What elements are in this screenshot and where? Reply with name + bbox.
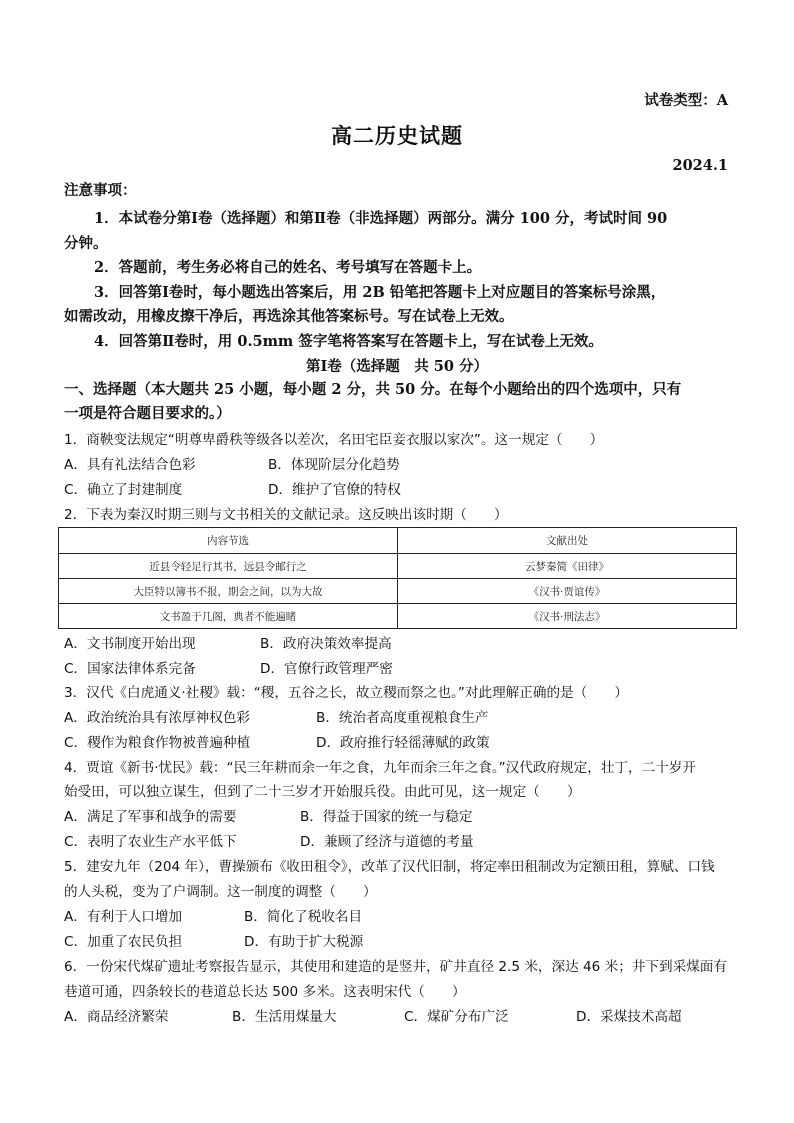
question-1-option-d: D．维护了官僚的特权: [268, 482, 401, 498]
page-title: 高二历史试题: [331, 123, 463, 148]
notice-line: 4．回答第Ⅱ卷时，用 0.5mm 签字笔将答案写在答题卡上，写在试卷上无效。: [94, 333, 603, 350]
notice-line: 1．本试卷分第Ⅰ卷（选择题）和第Ⅱ卷（非选择题）两部分。满分 100 分，考试时间 90: [94, 210, 668, 227]
section-instruction: 一项是符合题目要求的。）: [64, 405, 231, 422]
table-header: 内容节选: [59, 528, 398, 554]
question-1-stem: 1．商鞅变法规定“明尊卑爵秩等级各以差次，名田宅臣妾衣服以家次”。这一规定（ ）: [64, 432, 604, 448]
table-cell: 近县令轻足行其书，远县令邮行之: [59, 554, 398, 579]
question-1-option-b: B．体现阶层分化趋势: [268, 457, 400, 473]
question-4-option-c: C．表明了农业生产水平低下: [64, 834, 237, 850]
document-table: [58, 527, 737, 629]
question-6-option-a: A．商品经济繁荣: [64, 1009, 169, 1025]
question-4-option-a: A．满足了军事和战争的需要: [64, 809, 237, 825]
question-2-option-c: C．国家法律体系完备: [64, 661, 196, 677]
question-6-option-b: B．生活用煤量大: [232, 1009, 337, 1025]
table-header-row: [59, 528, 737, 554]
table-cell: 大臣特以簿书不报，期会之间，以为大故: [59, 579, 398, 604]
question-2-stem: 2．下表为秦汉时期三则与文书相关的文献记录。这反映出该时期（ ）: [64, 507, 508, 523]
section-instruction: 一、选择题（本大题共 25 小题，每小题 2 分，共 50 分。在每个小题给出的四个选项中，只有: [64, 381, 682, 398]
exam-date: 2024.1: [672, 157, 728, 174]
question-5-option-a: A．有利于人口增加: [64, 909, 183, 925]
question-3-stem: 3．汉代《白虎通义·社稷》载：“稷，五谷之长，故立稷而祭之也。”对此理解正确的是（ ）: [64, 685, 629, 701]
question-3-option-c: C．稷作为粮食作物被普遍种植: [64, 735, 251, 751]
notice-heading: 注意事项：: [64, 182, 137, 199]
question-4-option-d: D．兼顾了经济与道德的考量: [300, 834, 474, 850]
table-row: [59, 579, 737, 604]
question-6-option-c: C．煤矿分布广泛: [404, 1009, 509, 1025]
question-5-stem: 的人头税，变为了户调制。这一制度的调整（ ）: [64, 884, 377, 900]
question-5-stem: 5．建安九年（204 年），曹操颁布《收田租令》，改革了汉代旧制，将定率田租制改为定额田租，算赋、口钱: [64, 859, 715, 875]
table-row: [59, 604, 737, 629]
question-2-option-d: D．官僚行政管理严密: [260, 661, 393, 677]
question-3-option-b: B．统治者高度重视粮食生产: [316, 710, 489, 726]
table-cell: 文书盈于几阁，典者不能遍睹: [59, 604, 398, 629]
question-6-option-d: D．采煤技术高超: [576, 1009, 682, 1025]
question-1-option-a: A．具有礼法结合色彩: [64, 457, 196, 473]
question-5-option-c: C．加重了农民负担: [64, 934, 183, 950]
section-title: 第Ⅰ卷（选择题 共 50 分）: [305, 358, 489, 375]
question-4-stem: 始受田，可以独立谋生，但到了二十三岁才开始服兵役。由此可见，这一规定（ ）: [64, 784, 581, 800]
question-5-option-d: D．有助于扩大税源: [244, 934, 364, 950]
table-row: [59, 554, 737, 579]
table-cell: 《汉书·刑法志》: [398, 604, 737, 629]
table-cell: 《汉书·贾谊传》: [398, 579, 737, 604]
question-4-option-b: B．得益于国家的统一与稳定: [300, 809, 473, 825]
question-6-stem: 巷道可通，四条较长的巷道总长达 500 多米。这表明宋代（ ）: [64, 984, 466, 1000]
question-3-option-a: A．政治统治具有浓厚神权色彩: [64, 710, 251, 726]
question-5-option-b: B．简化了税收名目: [244, 909, 363, 925]
notice-line: 3．回答第Ⅰ卷时，每小题选出答案后，用 2B 铅笔把答题卡上对应题目的答案标号涂黑，: [94, 284, 666, 301]
question-2-option-b: B．政府决策效率提高: [260, 636, 392, 652]
notice-line: 分钟。: [64, 235, 108, 252]
question-6-stem: 6．一份宋代煤矿遗址考察报告显示，其使用和建造的是竖井，矿井直径 2.5 米，深达 46 米；井下到采煤面有: [64, 959, 727, 975]
notice-line: 2．答题前，考生务必将自己的姓名、考号填写在答题卡上。: [94, 259, 482, 276]
question-2-option-a: A．文书制度开始出现: [64, 636, 196, 652]
paper-type: 试卷类型：A: [644, 92, 728, 109]
notice-line: 如需改动，用橡皮擦干净后，再选涂其他答案标号。写在试卷上无效。: [64, 308, 514, 325]
question-1-option-c: C．确立了封建制度: [64, 482, 183, 498]
question-4-stem: 4．贾谊《新书·忧民》载：“民三年耕而余一年之食，九年而余三年之食。”汉代政府规定，壮丁，二十岁开: [64, 760, 696, 776]
table-header: 文献出处: [398, 528, 737, 554]
table-cell: 云梦秦简《田律》: [398, 554, 737, 579]
question-3-option-d: D．政府推行轻徭薄赋的政策: [316, 735, 490, 751]
